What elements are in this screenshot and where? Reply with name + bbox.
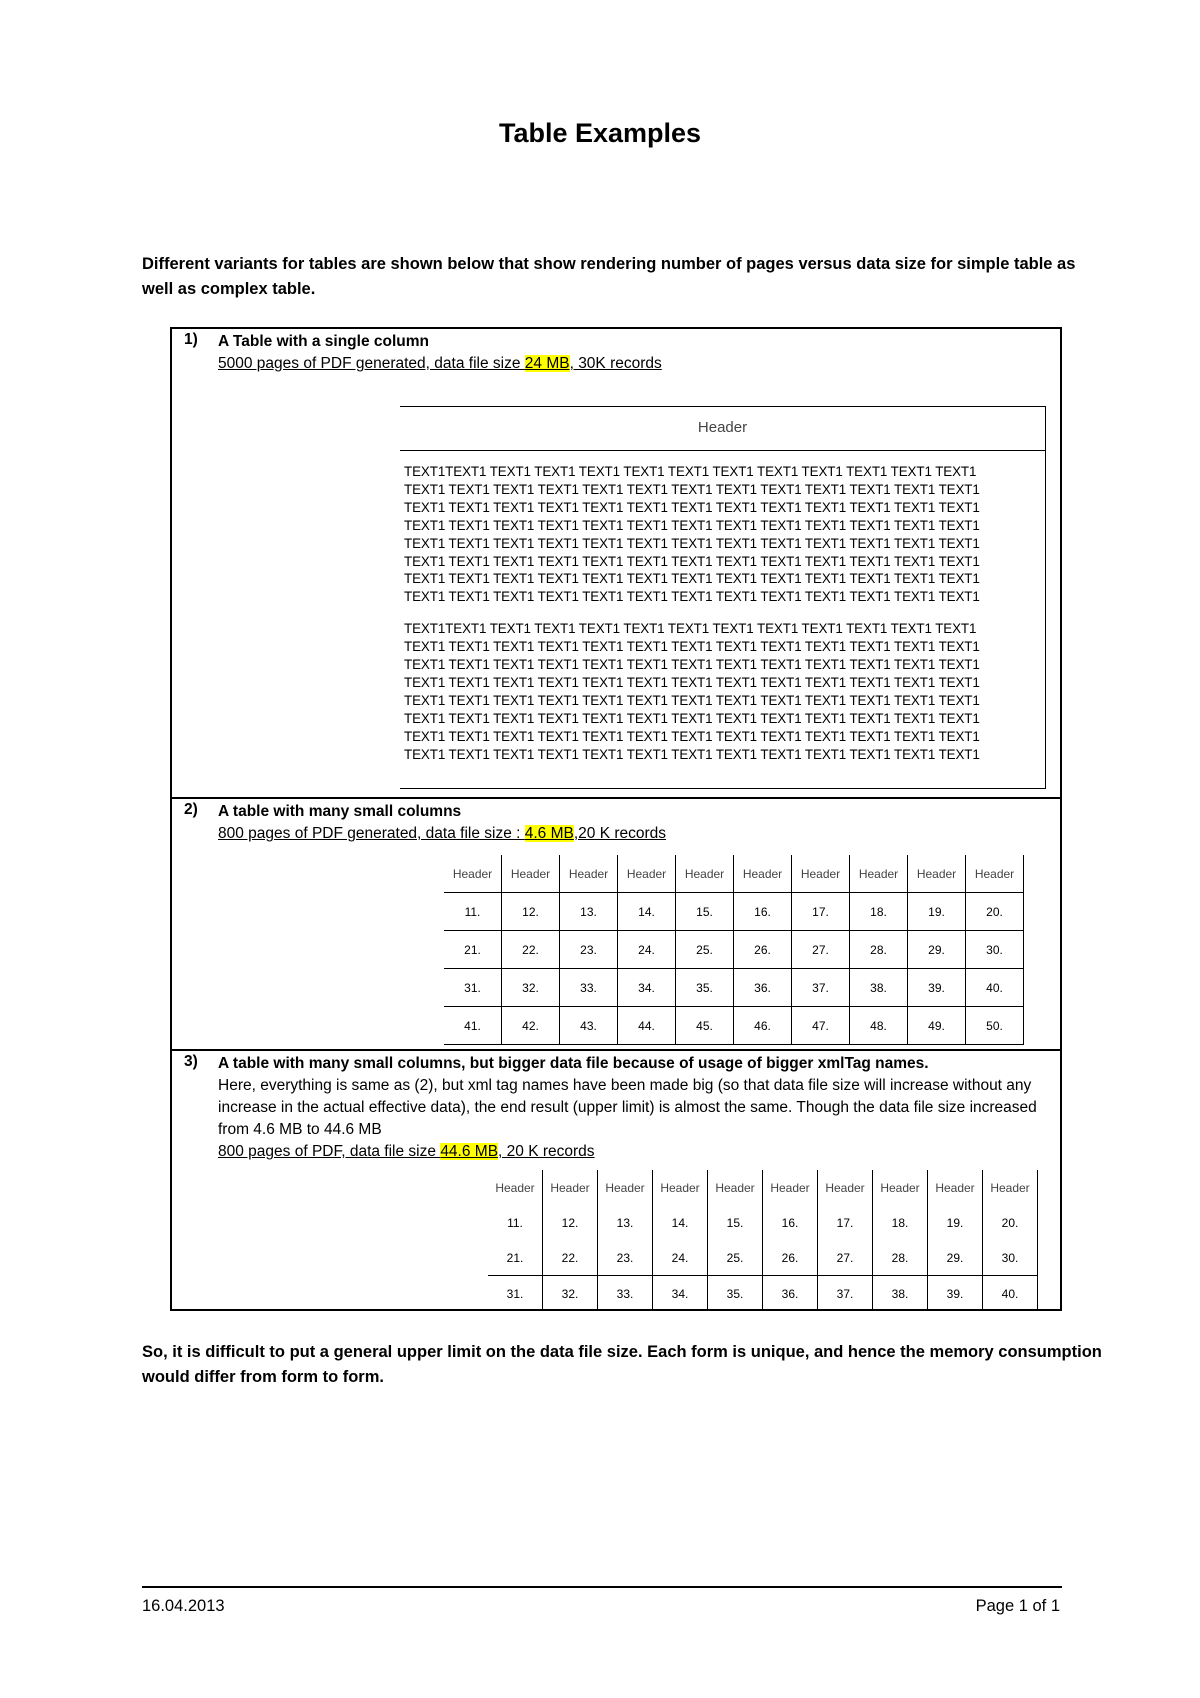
table-cell: 27.: [792, 931, 850, 969]
text-row: TEXT1 TEXT1 TEXT1 TEXT1 TEXT1 TEXT1 TEXT1 TEXT1 TEXT1 TEXT1 TEXT1 TEXT1 TEXT1: [404, 728, 980, 744]
table-cell: 14.: [618, 893, 676, 931]
table-cell: 15.: [676, 893, 734, 931]
table-cell: 38.: [873, 1276, 928, 1312]
column-header: Header: [708, 1170, 763, 1205]
table-cell: 23.: [598, 1240, 653, 1276]
text-row: TEXT1 TEXT1 TEXT1 TEXT1 TEXT1 TEXT1 TEXT1 TEXT1 TEXT1 TEXT1 TEXT1 TEXT1 TEXT1: [404, 553, 980, 569]
table-cell: 39.: [908, 969, 966, 1007]
table-cell: 42.: [502, 1007, 560, 1045]
table-cell: 47.: [792, 1007, 850, 1045]
table-cell: 24.: [618, 931, 676, 969]
column-header: Header: [598, 1170, 653, 1205]
table-cell: 30.: [966, 931, 1024, 969]
table-cell: 20.: [983, 1205, 1038, 1240]
table-cell: 44.: [618, 1007, 676, 1045]
section-stats: 800 pages of PDF, data file size 44.6 MB, 20 K records: [218, 1143, 595, 1160]
column-header: Header: [908, 855, 966, 893]
table-row: [444, 1007, 1024, 1045]
column-header: Header: [618, 855, 676, 893]
table-cell: 25.: [676, 931, 734, 969]
table-cell: 49.: [908, 1007, 966, 1045]
table-cell: 32.: [543, 1276, 598, 1312]
conclusion-paragraph: So, it is difficult to put a general upper limit on the data file size. Each form is unique, and hence the memory consumption would differ from form to form.: [142, 1343, 1102, 1386]
text-block: [404, 463, 1039, 606]
column-header: Header: [792, 855, 850, 893]
table-cell: 11.: [488, 1205, 543, 1240]
footer-date: 16.04.2013: [142, 1597, 225, 1615]
column-header: Header: [502, 855, 560, 893]
table-cell: 28.: [850, 931, 908, 969]
table-cell: 35.: [676, 969, 734, 1007]
footer-rule: [142, 1586, 1062, 1588]
table-cell: 21.: [488, 1240, 543, 1276]
table-row: [444, 969, 1024, 1007]
table-cell: 30.: [983, 1240, 1038, 1276]
column-header: Header: [543, 1170, 598, 1205]
column-header: Header: [818, 1170, 873, 1205]
table-cell: 15.: [708, 1205, 763, 1240]
column-header: Header: [444, 855, 502, 893]
text-row: TEXT1 TEXT1 TEXT1 TEXT1 TEXT1 TEXT1 TEXT1 TEXT1 TEXT1 TEXT1 TEXT1 TEXT1 TEXT1: [404, 639, 980, 655]
column-header: Header: [873, 1170, 928, 1205]
intro-paragraph: Different variants for tables are shown below that show rendering number of pages versus data size for simple table as well as complex table.: [142, 255, 1076, 298]
column-header: Header: [560, 855, 618, 893]
section-3: [170, 1049, 1062, 1311]
text-row: TEXT1 TEXT1 TEXT1 TEXT1 TEXT1 TEXT1 TEXT1 TEXT1 TEXT1 TEXT1 TEXT1 TEXT1 TEXT1: [404, 589, 980, 605]
column-header: Header: [850, 855, 908, 893]
text-row: TEXT1 TEXT1 TEXT1 TEXT1 TEXT1 TEXT1 TEXT1 TEXT1 TEXT1 TEXT1 TEXT1 TEXT1 TEXT1: [404, 746, 980, 762]
column-header: Header: [763, 1170, 818, 1205]
table-cell: 26.: [763, 1240, 818, 1276]
table-cell: 17.: [792, 893, 850, 931]
small-columns-table: [444, 855, 1024, 1045]
text-row: TEXT1 TEXT1 TEXT1 TEXT1 TEXT1 TEXT1 TEXT1 TEXT1 TEXT1 TEXT1 TEXT1 TEXT1 TEXT1: [404, 657, 980, 673]
table-cell: 50.: [966, 1007, 1024, 1045]
table-cell: 38.: [850, 969, 908, 1007]
table-cell: 26.: [734, 931, 792, 969]
table-cell: 24.: [653, 1240, 708, 1276]
table-cell: 18.: [850, 893, 908, 931]
table-cell: 35.: [708, 1276, 763, 1312]
column-header: Header: [676, 855, 734, 893]
section-heading: A table with many small columns: [218, 803, 462, 820]
table-cell: 20.: [966, 893, 1024, 931]
table-cell: 43.: [560, 1007, 618, 1045]
table-cell: 31.: [444, 969, 502, 1007]
table-cell: 37.: [818, 1276, 873, 1312]
text-row: TEXT1 TEXT1 TEXT1 TEXT1 TEXT1 TEXT1 TEXT1 TEXT1 TEXT1 TEXT1 TEXT1 TEXT1 TEXT1: [404, 710, 980, 726]
table-row: [444, 893, 1024, 931]
highlighted-size: 24 MB: [524, 355, 570, 372]
document-title: Table Examples: [498, 118, 702, 148]
section-number: 3): [184, 1053, 198, 1070]
table-cell: 31.: [488, 1276, 543, 1312]
table-cell: 13.: [598, 1205, 653, 1240]
table-cell: 40.: [983, 1276, 1038, 1312]
highlighted-size: 44.6 MB: [440, 1143, 499, 1160]
text-row: TEXT1TEXT1 TEXT1 TEXT1 TEXT1 TEXT1 TEXT1 TEXT1 TEXT1 TEXT1 TEXT1 TEXT1 TEXT1: [404, 464, 977, 479]
section-stats: 800 pages of PDF generated, data file size : 4.6 MB,20 K records: [218, 825, 667, 842]
table-row: [488, 1240, 1038, 1276]
table-cell: 45.: [676, 1007, 734, 1045]
section-2: [170, 797, 1062, 1051]
text-row: TEXT1 TEXT1 TEXT1 TEXT1 TEXT1 TEXT1 TEXT1 TEXT1 TEXT1 TEXT1 TEXT1 TEXT1 TEXT1: [404, 692, 980, 708]
column-header: Header: [488, 1170, 543, 1205]
table-cell: 27.: [818, 1240, 873, 1276]
table-cell: 19.: [928, 1205, 983, 1240]
single-column-table: [400, 406, 1046, 789]
section-body: Here, everything is same as (2), but xml tag names have been made big (so that data file size will increase without any increase in the actual effective data), the end result (upper limit) is almost the same. Though the data file size increased from 4.6 MB to 44.6 MB: [218, 1077, 1037, 1138]
text-block: [404, 620, 1039, 763]
text-row: TEXT1 TEXT1 TEXT1 TEXT1 TEXT1 TEXT1 TEXT1 TEXT1 TEXT1 TEXT1 TEXT1 TEXT1 TEXT1: [404, 571, 980, 587]
section-number: 1): [184, 331, 198, 348]
table-cell: 19.: [908, 893, 966, 931]
text-row: TEXT1 TEXT1 TEXT1 TEXT1 TEXT1 TEXT1 TEXT1 TEXT1 TEXT1 TEXT1 TEXT1 TEXT1 TEXT1: [404, 517, 980, 533]
column-header: Header: [966, 855, 1024, 893]
column-header: Header: [653, 1170, 708, 1205]
table-cell: 29.: [908, 931, 966, 969]
table-cell: 40.: [966, 969, 1024, 1007]
section-1: [170, 327, 1062, 799]
table-row: [444, 931, 1024, 969]
text-row: TEXT1 TEXT1 TEXT1 TEXT1 TEXT1 TEXT1 TEXT1 TEXT1 TEXT1 TEXT1 TEXT1 TEXT1 TEXT1: [404, 535, 980, 551]
table-cell: 12.: [543, 1205, 598, 1240]
table-cell: 16.: [763, 1205, 818, 1240]
table-cell: 46.: [734, 1007, 792, 1045]
table-cell: 28.: [873, 1240, 928, 1276]
section-stats: 5000 pages of PDF generated, data file size 24 MB, 30K records: [218, 355, 662, 372]
highlighted-size: 4.6 MB: [524, 825, 574, 842]
table-cell: 37.: [792, 969, 850, 1007]
table-cell: 48.: [850, 1007, 908, 1045]
table-cell: 21.: [444, 931, 502, 969]
text-row: TEXT1 TEXT1 TEXT1 TEXT1 TEXT1 TEXT1 TEXT1 TEXT1 TEXT1 TEXT1 TEXT1 TEXT1 TEXT1: [404, 674, 980, 690]
table-body: [400, 451, 1045, 764]
table-cell: 33.: [598, 1276, 653, 1312]
text-row: TEXT1 TEXT1 TEXT1 TEXT1 TEXT1 TEXT1 TEXT1 TEXT1 TEXT1 TEXT1 TEXT1 TEXT1 TEXT1: [404, 499, 980, 515]
table-cell: 32.: [502, 969, 560, 1007]
column-header: Header: [983, 1170, 1038, 1205]
table-cell: 36.: [763, 1276, 818, 1312]
table-cell: 34.: [653, 1276, 708, 1312]
table-cell: 13.: [560, 893, 618, 931]
table-cell: 12.: [502, 893, 560, 931]
table-cell: 25.: [708, 1240, 763, 1276]
table-row: [488, 1205, 1038, 1240]
table-cell: 22.: [543, 1240, 598, 1276]
text-row: TEXT1 TEXT1 TEXT1 TEXT1 TEXT1 TEXT1 TEXT1 TEXT1 TEXT1 TEXT1 TEXT1 TEXT1 TEXT1: [404, 481, 980, 497]
table-cell: 39.: [928, 1276, 983, 1312]
table-cell: 14.: [653, 1205, 708, 1240]
table-cell: 29.: [928, 1240, 983, 1276]
table-cell: 36.: [734, 969, 792, 1007]
table-cell: 11.: [444, 893, 502, 931]
table-cell: 33.: [560, 969, 618, 1007]
section-number: 2): [184, 801, 198, 818]
column-header: Header: [734, 855, 792, 893]
table-header: Header: [400, 407, 1045, 451]
table-row: [488, 1276, 1038, 1312]
section-heading: A table with many small columns, but bigger data file because of usage of bigger xmlTag names.: [218, 1055, 929, 1072]
big-tag-table: [488, 1170, 1038, 1311]
table-cell: 22.: [502, 931, 560, 969]
footer-page-number: Page 1 of 1: [975, 1597, 1060, 1615]
column-header: Header: [928, 1170, 983, 1205]
table-cell: 23.: [560, 931, 618, 969]
table-cell: 18.: [873, 1205, 928, 1240]
table-cell: 17.: [818, 1205, 873, 1240]
table-cell: 16.: [734, 893, 792, 931]
table-cell: 34.: [618, 969, 676, 1007]
text-row: TEXT1TEXT1 TEXT1 TEXT1 TEXT1 TEXT1 TEXT1 TEXT1 TEXT1 TEXT1 TEXT1 TEXT1 TEXT1: [404, 621, 977, 637]
table-cell: 41.: [444, 1007, 502, 1045]
section-heading: A Table with a single column: [218, 333, 429, 350]
